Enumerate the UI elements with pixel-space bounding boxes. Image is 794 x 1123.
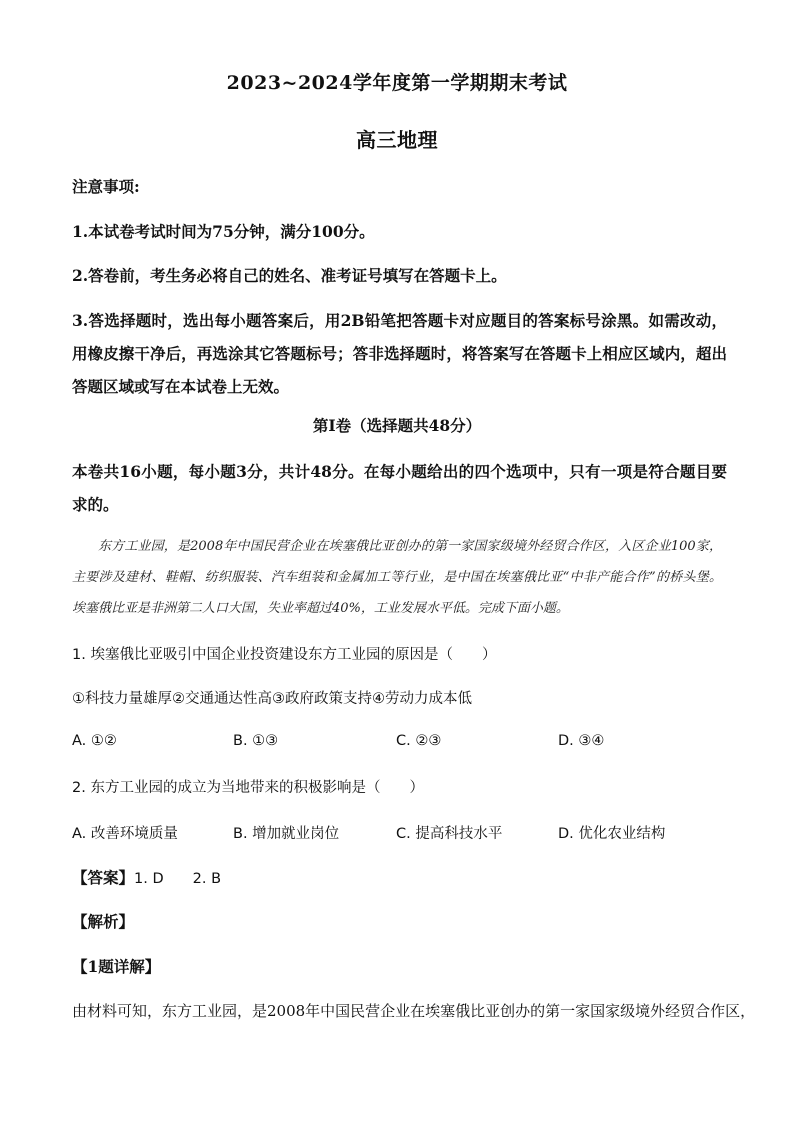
- section-title: 第Ⅰ卷（选择题共48分）: [312, 416, 482, 435]
- exam-title: 2023~2024学年度第一学期期末考试: [226, 72, 568, 94]
- material-paragraph: 东方工业园，是2008年中国民营企业在埃塞俄比亚创办的第一家国家级境外经贸合作区，入区企业100家，主要涉及建材、鞋帽、纺织服装、汽车组装和金属加工等行业，是中国在埃塞俄比亚“中非产能合作”的桥头堡。埃塞俄比亚是非洲第二人口大国，失业率超过40%，工业发展水平低。完成下面小题。: [72, 539, 722, 616]
- subject-title: 高三地理: [356, 128, 438, 152]
- question-2-option-b: B. 增加就业岗位: [233, 826, 340, 842]
- note-item-3: 3.答选择题时，选出每小题答案后，用2B铅笔把答题卡对应题目的答案标号涂黑。如需改动，用橡皮擦干净后，再选涂其它答题标号；答非选择题时，将答案写在答题卡上相应区域内，超出答题区域或写在本试卷上无效。: [72, 311, 727, 396]
- section-intro: 本卷共16小题，每小题3分，共计48分。在每小题给出的四个选项中，只有一项是符合题目要求的。: [72, 462, 727, 514]
- question-1-option-c: C. ②③: [396, 733, 442, 749]
- answer-tag: 【答案】: [72, 868, 135, 887]
- answer-text: 1. D 2. B: [134, 871, 222, 887]
- answer-line: [72, 867, 727, 890]
- note-item-1: 1.本试卷考试时间为75分钟，满分100分。: [72, 222, 375, 241]
- question-1-option-b: B. ①③: [233, 733, 279, 749]
- question-1-option-d: D. ③④: [558, 733, 605, 749]
- detail-1-text: 由材料可知，东方工业园，是2008年中国民营企业在埃塞俄比亚创办的第一家国家级境外经贸合作区，: [72, 1002, 756, 1020]
- question-2-stem: 2. 东方工业园的成立为当地带来的积极影响是（ ）: [72, 780, 424, 796]
- detail-1-tag: 【1题详解】: [72, 957, 161, 976]
- notes-heading: 注意事项:: [72, 177, 140, 196]
- question-1-items: ①科技力量雄厚②交通通达性高③政府政策支持④劳动力成本低: [72, 691, 472, 707]
- note-item-2: 2.答卷前，考生务必将自己的姓名、准考证号填写在答题卡上。: [72, 266, 507, 285]
- question-2-option-c: C. 提高科技水平: [396, 826, 503, 842]
- question-1-option-a: A. ①②: [72, 733, 117, 749]
- analysis-tag: 【解析】: [72, 912, 135, 931]
- question-2-option-a: A. 改善环境质量: [72, 826, 178, 842]
- question-2-option-d: D. 优化农业结构: [558, 826, 666, 842]
- question-1-stem: 1. 埃塞俄比亚吸引中国企业投资建设东方工业园的原因是（ ）: [72, 647, 497, 663]
